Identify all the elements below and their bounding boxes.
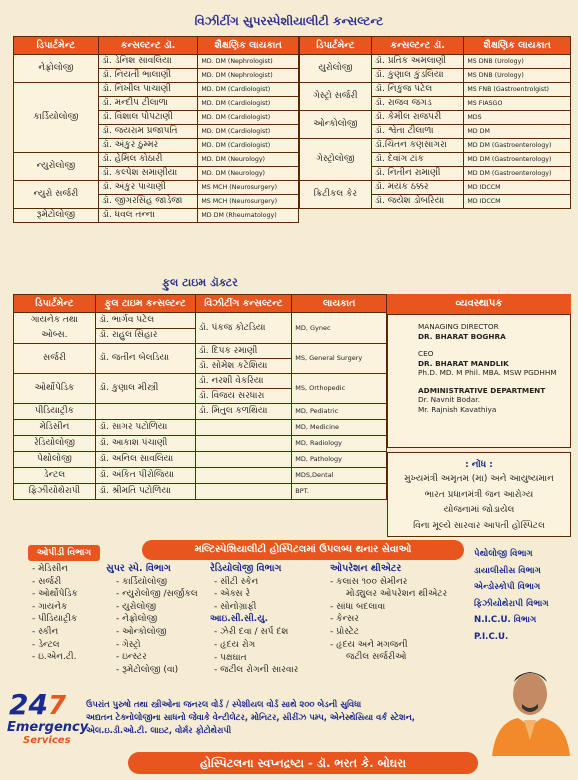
list-item: - એક્સ રે	[214, 589, 251, 600]
md-name: DR. BHARAT BOGHRA	[418, 331, 506, 341]
table-row	[14, 153, 299, 167]
fulltime-doctor-cell: ડૉ. અંકિત પીરોજિયા	[95, 468, 195, 484]
admin-2: Mr. Rajnish Kavathiya	[418, 404, 497, 414]
doctor-cell: ડૉ. જયેશ ડોબરિયા	[371, 195, 464, 209]
doctor-cell: ડૉ. મયંક ઠક્કર	[371, 181, 464, 195]
qualification-cell: MS FIASGO	[464, 97, 571, 111]
dept-cell: ગેસ્ટ્રોલોજી	[300, 139, 372, 181]
list-item: - પીડિયાટ્રીક	[32, 614, 78, 625]
list-item: - ઓન્કોલોજી	[116, 626, 167, 637]
qualification-cell: MS MCH (Neurosurgery)	[198, 195, 299, 209]
list-item: - સાંધા બદલાવા	[330, 601, 386, 612]
person-icon	[478, 660, 578, 756]
list-item: મોડ્યુલર ઓપરેશન થીએટર	[346, 589, 448, 600]
table-row	[300, 139, 571, 153]
emergency-logo	[3, 690, 91, 750]
dept-cell: ગાયનેક તથા ઓબ્સ.	[14, 313, 96, 344]
fulltime-doctor-cell: ડૉ. જતીન બેલડિયા	[95, 344, 195, 374]
table-row	[300, 55, 571, 69]
visiting-right-table	[299, 36, 571, 209]
table-row	[14, 404, 387, 420]
doctor-cell: ડૉ. હેમિલ કોઠારી	[98, 153, 198, 167]
table-row	[14, 209, 299, 223]
qualification-cell: MD. DM (Cardiologist)	[198, 125, 299, 139]
list-item: - કેન્સર	[330, 614, 359, 625]
visiting-doctor-cell: ડૉ. પંકજ કોટડિયા	[195, 313, 292, 344]
col-header: લાયકાત	[292, 295, 387, 313]
logo-services: Services	[23, 735, 71, 746]
qualification-cell: BPT.	[292, 484, 387, 500]
note-box	[387, 452, 571, 537]
note-line: વિના મૂલ્યે સારવાર આપતી હોસ્પિટલ	[413, 520, 545, 531]
dept-cell: સર્જરી	[14, 344, 96, 374]
doctor-cell: ડૉ. કેમીલ રાજપરી	[371, 111, 464, 125]
management-header: વ્યવસ્થાપક	[387, 294, 571, 314]
col-header: શૈક્ષણિક લાયકાત	[198, 37, 299, 55]
list-item: એન્ડોસ્કોપી વિભાગ	[474, 582, 541, 592]
dept-cell: ગેસ્ટ્રો સર્જરી	[300, 83, 372, 111]
dept-cell: યુરોલોજી	[300, 55, 372, 83]
table-row	[14, 420, 387, 436]
table-row	[14, 468, 387, 484]
qualification-cell: MD. DM (Cardiologist)	[198, 83, 299, 97]
doctor-cell: ડૉ. મન્દીપ ટીલાળા	[98, 97, 198, 111]
list-item: - જટીલ રોગની સારવાર	[214, 665, 299, 676]
qualification-cell: MD, Medicine	[292, 420, 387, 436]
qualification-cell: MS, General Surgery	[292, 344, 387, 374]
qualification-cell: MD. DM (Neurology)	[198, 167, 299, 181]
qualification-cell: MS DNB (Urology)	[464, 55, 571, 69]
fulltime-doctor-cell: ડૉ. કુણાલ મીસ્ત્રી	[95, 374, 195, 404]
fulltime-doctor-cell: ડૉ. આકાશ પંચાણી	[95, 436, 195, 452]
doctor-cell: ડૉ. જીગરસિંહ જાડેજા	[98, 195, 198, 209]
doctor-cell: ડૉ. રાજવ જગડ	[371, 97, 464, 111]
col-header: કન્સલ્ટન્ટ ડૉ.	[98, 37, 198, 55]
dept-cell: ઓન્કોલોજી	[300, 111, 372, 139]
qualification-cell: MD DM	[464, 125, 571, 139]
fulltime-table	[13, 294, 387, 500]
qualification-cell: MD DM (Gastroenterology)	[464, 139, 571, 153]
list-item: ડાયાલીસીસ વિભાગ	[474, 565, 541, 576]
dept-cell: રૂમેટોલોજી	[14, 209, 99, 223]
services-banner: મલ્ટિસ્પેશિયાલીટી હોસ્પિટલમાં ઉપલબ્ધ થનાર સેવાઓ	[142, 540, 464, 560]
doctor-cell: ડૉ. અંકુર પાચાણી	[98, 181, 198, 195]
ot-list	[330, 563, 447, 664]
list-item: - ઓર્થોપેડિક	[32, 589, 78, 600]
super-header: સુપર સ્પે. વિભાગ	[106, 563, 171, 574]
note-title: : નોંધ :	[465, 460, 493, 470]
doctor-cell: ડૉ. ડેનિશ સાવલિયા	[98, 55, 198, 69]
doctor-cell: ડૉ. જયરામ પ્રજાપતિ	[98, 125, 198, 139]
list-item: - હૃદય અને મગજની	[330, 639, 408, 650]
ceo-name: DR. BHARAT MANDLIK	[418, 358, 509, 368]
col-header: કન્સલ્ટન્ટ ડૉ.	[371, 37, 464, 55]
fulltime-doctor-cell: ડૉ. અનિલ સાવલિયા	[95, 452, 195, 468]
doctor-cell: ડૉ. કલ્પેશ સમાણીયા	[98, 167, 198, 181]
table-row	[14, 436, 387, 452]
table-row	[14, 83, 299, 97]
visiting-doctor-cell: ડૉ. મિતુલ કળથિયા	[195, 404, 292, 420]
list-item: - ઝેરી દવા / સર્પ દંશ	[214, 627, 289, 638]
qualification-cell: MS DNB (Urology)	[464, 69, 571, 83]
table-row	[14, 55, 299, 69]
visiting-doctor-cell	[195, 452, 292, 468]
list-item: - ગાયનેક	[32, 601, 68, 612]
list-item: જટીલ સર્જરીઓ	[346, 652, 407, 663]
doctor-cell: ડૉ. કુણાલ કુંડલિયા	[371, 69, 464, 83]
dept-cell: ક્રિટીકલ કેર	[300, 181, 372, 209]
dept-cell: રેડિયોલોજી	[14, 436, 96, 452]
doctor-cell: ડૉ. નિતીન રામાણી	[371, 167, 464, 181]
note-line: મુખ્યમંત્રી અમૃતમ (મા) અને આયુષ્યમાન	[404, 474, 554, 484]
super-list	[106, 563, 198, 676]
list-item: - સ્કીન	[32, 626, 59, 637]
list-item: - પક્ષઘાત	[214, 652, 247, 663]
qualification-cell: MDS,Dental	[292, 468, 387, 484]
dept-cell: ન્યુરોલોજી	[14, 153, 99, 181]
table-row	[14, 181, 299, 195]
list-item: - રૂમેટોલોજી (વા)	[116, 664, 179, 675]
footer-text	[86, 698, 478, 737]
management-box	[387, 314, 571, 448]
fulltime-title: ફુલ ટાઇમ ડૉક્ટર	[162, 276, 238, 289]
qualification-cell: MD. DM (Cardiologist)	[198, 97, 299, 111]
doctor-cell: ડૉ. ધવલ તન્ના	[98, 209, 198, 223]
visiting-doctor-cell: ડૉ. દિપક રમાણી	[195, 344, 292, 359]
dept-cell: કાર્ડિયોલોજી	[14, 83, 99, 153]
table-row	[14, 374, 387, 389]
list-item: પેથોલોજી વિભાગ	[474, 549, 533, 559]
qualification-cell: MS MCH (Neurosurgery)	[198, 181, 299, 195]
dept-cell: ન્યુરો સર્જરી	[14, 181, 99, 209]
col-header: શૈક્ષણિક લાયકાત	[464, 37, 571, 55]
founder-portrait	[478, 660, 578, 756]
list-item: - સર્જરી	[32, 576, 62, 587]
table-row	[14, 344, 387, 359]
footer-banner: હોસ્પિટલના સ્વપ્નદ્રષ્ટા - ડૉ. ભરત કે. બોઘરા	[128, 752, 478, 774]
qualification-cell: MD, Pediatric	[292, 404, 387, 420]
list-item: - પ્રોસ્ટેટ	[330, 626, 360, 637]
list-item: - ઇન્સ્ટર	[116, 652, 147, 663]
note-line: ભારત પ્રધાનમંત્રી જન આરોગ્ય	[424, 489, 534, 500]
table-row	[14, 452, 387, 468]
opd-list	[32, 563, 78, 664]
table-row	[300, 181, 571, 195]
logo-24: 247	[9, 688, 67, 721]
right-services	[474, 546, 578, 645]
admin-title: ADMINISTRATIVE DEPARTMENT	[418, 385, 546, 395]
fulltime-doctor-cell: ડૉ. ભાર્ગવ પટેલ	[95, 313, 195, 329]
table-row	[300, 111, 571, 125]
md-title: MANAGING DIRECTOR	[418, 322, 499, 331]
visiting-doctor-cell	[195, 484, 292, 500]
list-item: ફિઝીયોથેરાપી વિભાગ	[474, 598, 549, 609]
ceo-title: CEO	[418, 349, 434, 358]
footer-line: અદ્યતન ટેક્નોલોજીના સાધનો જેવાકે વેન્ટીલેટર, મોનિટર, સીરીંઝ પમ્પ, એનેસ્થેસિયા વર્ક સ્ટેશન,	[86, 712, 415, 722]
dept-cell: ફિઝીયોથેરાપી	[14, 484, 96, 500]
list-item: - હૃદય રોગ	[214, 639, 256, 650]
footer-line: એલ.ઇ.ડી.ઓ.ટી. લાઇટ, વોર્મર ફોટોથેરાપી	[86, 725, 232, 735]
visiting-left-table	[13, 36, 299, 223]
visiting-doctor-cell	[195, 436, 292, 452]
footer-line: ઉપરાંત પુરુષો તથા સ્ત્રીઓના જનરલ વોર્ડ / સ્પેશીયલ વોર્ડ સાથે ૨૦૦ બેડની સુવિધા	[86, 699, 362, 709]
visiting-doctor-cell	[195, 420, 292, 436]
visiting-doctor-cell: ડૉ. સોમેશ કટેશિયા	[195, 359, 292, 374]
table-row	[300, 83, 571, 97]
col-header: વિઝીટીંગ કન્સલ્ટન્ટ	[195, 295, 292, 313]
fulltime-doctor-cell: ડૉ. રાહુલ સિંહાર	[95, 328, 195, 344]
list-item: - સીટી સ્કેન	[214, 576, 259, 587]
qualification-cell: MD. DM (Neurology)	[198, 153, 299, 167]
doctor-cell: ડૉ. દેવાંગ ટાંક	[371, 153, 464, 167]
qualification-cell: MD. DM (Cardiologist)	[198, 139, 299, 153]
list-item: - યુરોલોજી	[116, 601, 157, 612]
dept-cell: ડેન્ટલ	[14, 468, 96, 484]
list-item: N.I.C.U. વિભાગ	[474, 615, 537, 625]
qualification-cell: MD IDCCM	[464, 195, 571, 209]
list-item: - ગેસ્ટ્રો	[116, 639, 141, 650]
fulltime-doctor-cell: ડૉ. શ્રીમતિ પટોળિયા	[95, 484, 195, 500]
admin-1: Dr. Navnit Bodar.	[418, 395, 480, 404]
list-item: - કાર્ડિયોલોજી	[116, 576, 167, 587]
table-row	[14, 484, 387, 500]
doctor-cell: ડૉ.ચિંતન કણસાગરા	[371, 139, 464, 153]
opd-header: ઓપીડી વિભાગ	[28, 545, 100, 561]
doctor-cell: ડૉ. પ્રતિક અમલાણી	[371, 55, 464, 69]
visiting-doctor-cell: ડૉ. નરશી વેકરિયા	[195, 374, 292, 389]
ot-header: ઓપરેશન થીએટર	[330, 563, 402, 574]
doctor-cell: ડૉ. અંકુર ઠુમ્મર	[98, 139, 198, 153]
qualification-cell: MD DM (Rheumatology)	[198, 209, 299, 223]
col-header: ડિપાર્ટમેન્ટ	[14, 295, 96, 313]
qualification-cell: MS FNB (Gastroentrolgist)	[464, 83, 571, 97]
fulltime-doctor-cell: ડૉ. સાગર પટોળિયા	[95, 420, 195, 436]
iccu-header: આઇ.સી.સી.યુ.	[210, 614, 269, 625]
qualification-cell: MD, Gynec	[292, 313, 387, 344]
dept-cell: મેડિસીન	[14, 420, 96, 436]
qualification-cell: MD IDCCM	[464, 181, 571, 195]
doctor-cell: ડૉ. નિખીલ પાચાણી	[98, 83, 198, 97]
doctor-cell: ડૉ. નિયતી ભાલાણી	[98, 69, 198, 83]
visiting-title: વિઝીટીંગ સુપરસ્પેશીયાલીટી કન્સલ્ટન્ટ	[194, 14, 384, 28]
dept-cell: નેફ્રોલોજી	[14, 55, 99, 83]
qualification-cell: MD. DM (Nephrologist)	[198, 55, 299, 69]
col-header: ડિપાર્ટમેન્ટ	[14, 37, 99, 55]
list-item: - સોનોગ્રાફી	[214, 601, 257, 612]
radiology-header: રેડિયોલોજી વિભાગ	[210, 563, 282, 574]
ceo-quals: Ph.D. MD. M Phil. MBA. MSW PGDHHM	[418, 368, 557, 377]
dept-cell: પીડિયાટ્રીક	[14, 404, 96, 420]
qualification-cell: MD DM (Gastroenterology)	[464, 153, 571, 167]
note-line: યોજનામાં જોડાયેલ	[443, 505, 515, 515]
qualification-cell: MD, Pathology	[292, 452, 387, 468]
radiology-list	[210, 563, 298, 677]
qualification-cell: MD. DM (Nephrologist)	[198, 69, 299, 83]
qualification-cell: MDS	[464, 111, 571, 125]
list-item: - ડેન્ટલ	[32, 639, 60, 650]
doctor-cell: ડૉ. વિશાલ પોપટાણી	[98, 111, 198, 125]
qualification-cell: MD DM (Gastroenterology)	[464, 167, 571, 181]
list-item: - કલાસ ૧૦૦ સેમીનર	[330, 576, 408, 587]
logo-emergency: Emergency	[7, 720, 89, 735]
qualification-cell: MD. DM (Cardiologist)	[198, 111, 299, 125]
col-header: ડિપાર્ટમેન્ટ	[300, 37, 372, 55]
dept-cell: પેથોલોજી	[14, 452, 96, 468]
visiting-doctor-cell	[195, 468, 292, 484]
visiting-doctor-cell: ડૉ. વિજય સરધારા	[195, 389, 292, 404]
doctor-cell: ડૉ. શ્વેતા ટીલાળા	[371, 125, 464, 139]
doctor-cell: ડૉ. નિકુંજ પટેલ	[371, 83, 464, 97]
col-header: ફુલ ટાઇમ કન્સલ્ટન્ટ	[95, 295, 195, 313]
list-item: P.I.C.U.	[474, 631, 509, 642]
qualification-cell: MS, Orthopedic	[292, 374, 387, 404]
table-row	[14, 313, 387, 329]
dept-cell: ઓર્થોપેડિક	[14, 374, 96, 404]
list-item: - નેફ્રોલોજી	[116, 614, 158, 625]
list-item: - ઇ.એન.ટી.	[32, 652, 77, 663]
list-item: - ન્યુરોલોજી /સર્જીકલ	[116, 589, 198, 600]
fulltime-doctor-cell	[95, 404, 195, 420]
qualification-cell: MD, Radiology	[292, 436, 387, 452]
list-item: - મેડિસીન	[32, 564, 69, 574]
